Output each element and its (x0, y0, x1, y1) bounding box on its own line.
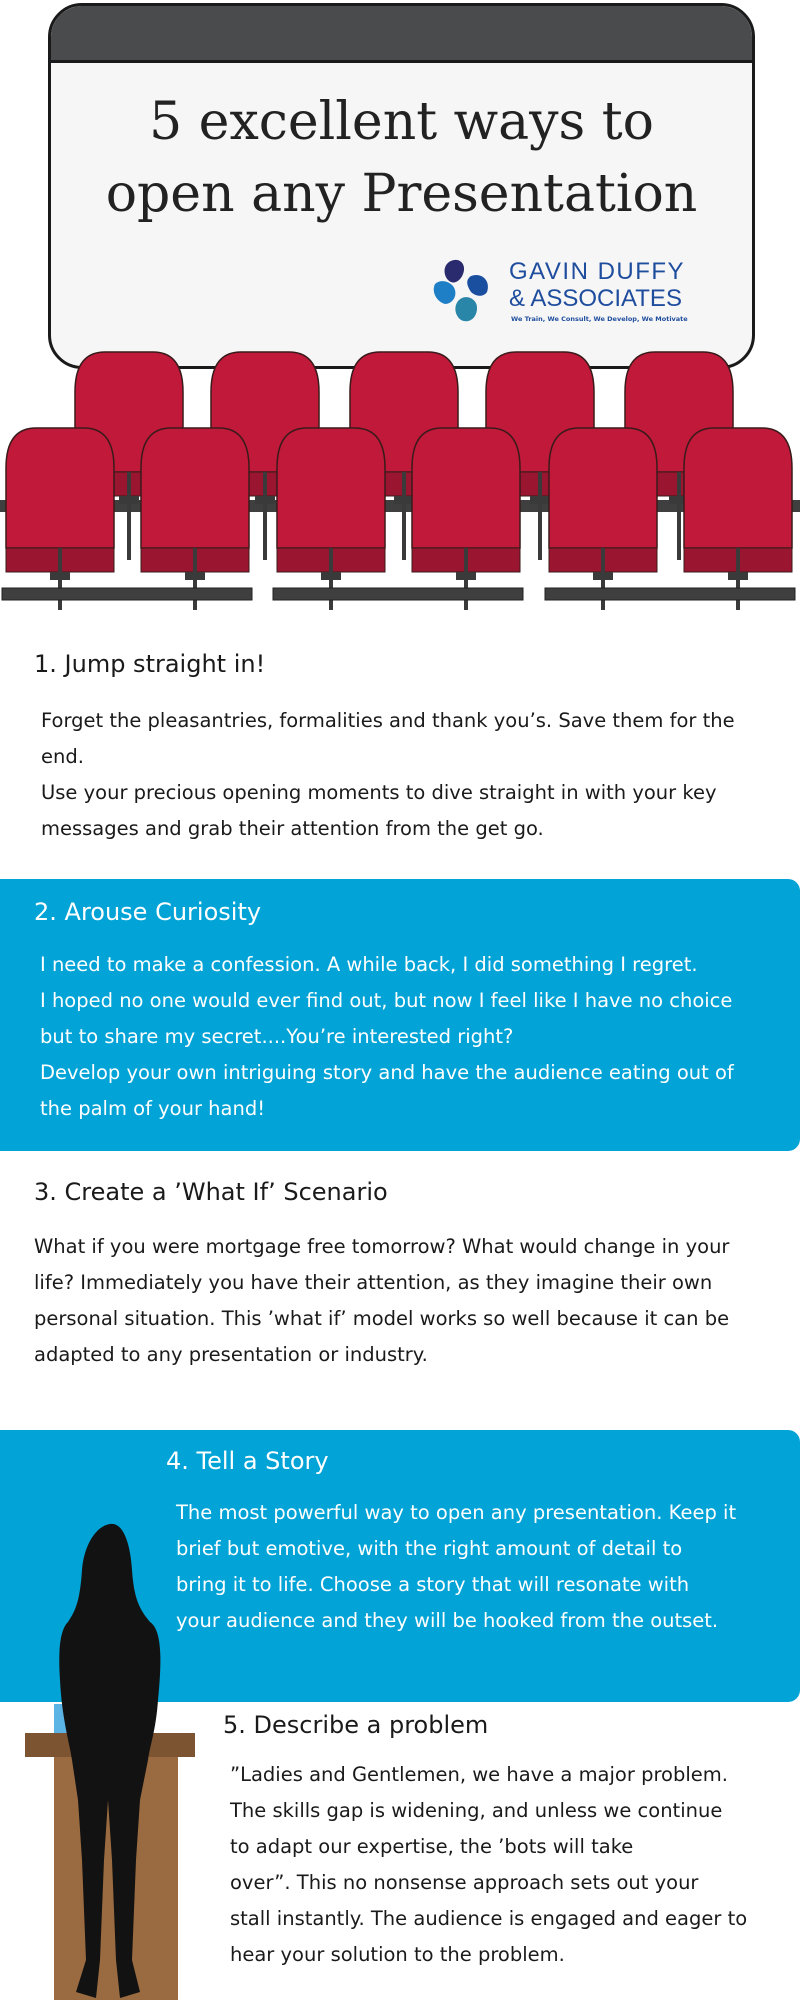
section-what-if-scenario (0, 1170, 800, 1400)
body-line: Forget the pleasantries, formalities and thank you’s. Save them for the (41, 709, 735, 732)
section-body (176, 1495, 736, 1639)
body-line: life? Immediately you have their attention, as they imagine their own (34, 1271, 713, 1294)
body-line: your audience and they will be hooked from the outset. (176, 1609, 719, 1632)
body-line: Use your precious opening moments to dive straight in with your key (41, 781, 717, 804)
back-row-seats (0, 352, 800, 560)
section-heading: 2. Arouse Curiosity (34, 898, 262, 926)
body-line: The skills gap is widening, and unless we continue (230, 1799, 723, 1822)
cinema-seats-illustration (0, 340, 800, 610)
page-title-line-1: 5 excellent ways to (149, 92, 654, 152)
body-line: the palm of your hand! (40, 1097, 266, 1120)
section-heading: 1. Jump straight in! (34, 650, 266, 678)
section-body (34, 1229, 729, 1373)
body-line: end. (41, 745, 84, 768)
section-heading: 3. Create a ’What If’ Scenario (34, 1178, 388, 1206)
body-line: I hoped no one would ever find out, but now I feel like I have no choice (40, 989, 733, 1012)
body-line: personal situation. This ’what if’ model works so well because it can be (34, 1307, 730, 1330)
body-line: messages and grab their attention from the get go. (41, 817, 544, 840)
section-body (41, 703, 735, 847)
screen-header-bar (51, 6, 752, 63)
body-line: The most powerful way to open any presentation. Keep it (176, 1501, 737, 1524)
section-arouse-curiosity (0, 879, 800, 1151)
section-body (230, 1757, 747, 1973)
body-line: adapted to any presentation or industry. (34, 1343, 428, 1366)
logo-name-line-2: & ASSOCIATES (509, 285, 682, 312)
section-heading: 4. Tell a Story (166, 1447, 329, 1475)
page-title-line-2: open any Presentation (105, 164, 698, 224)
section-jump-straight-in (0, 640, 800, 870)
body-line: to adapt our expertise, the ’bots will take (230, 1835, 634, 1858)
body-line: I need to make a confession. A while back, I did something I regret. (40, 953, 698, 976)
logo-tagline: We Train, We Consult, We Develop, We Motivate (511, 315, 688, 323)
body-line: hear your solution to the problem. (230, 1943, 565, 1966)
logo-name-line-1: GAVIN DUFFY (509, 258, 686, 285)
section-describe-a-problem (0, 1705, 800, 2000)
company-logo (431, 258, 721, 328)
section-body (40, 947, 734, 1127)
pinwheel-logo-icon (431, 258, 501, 328)
body-line: over”. This no nonsense approach sets out your (230, 1871, 699, 1894)
body-line: stall instantly. The audience is engaged and eager to (230, 1907, 748, 1930)
body-line: Develop your own intriguing story and have the audience eating out of (40, 1061, 734, 1084)
body-line: bring it to life. Choose a story that will resonate with (176, 1573, 690, 1596)
body-line: brief but emotive, with the right amount of detail to (176, 1537, 683, 1560)
body-line: but to share my secret....You’re interested right? (40, 1025, 514, 1048)
body-line: What if you were mortgage free tomorrow? What would change in your (34, 1235, 730, 1258)
body-line: ”Ladies and Gentlemen, we have a major problem. (230, 1763, 728, 1786)
section-heading: 5. Describe a problem (223, 1711, 489, 1739)
